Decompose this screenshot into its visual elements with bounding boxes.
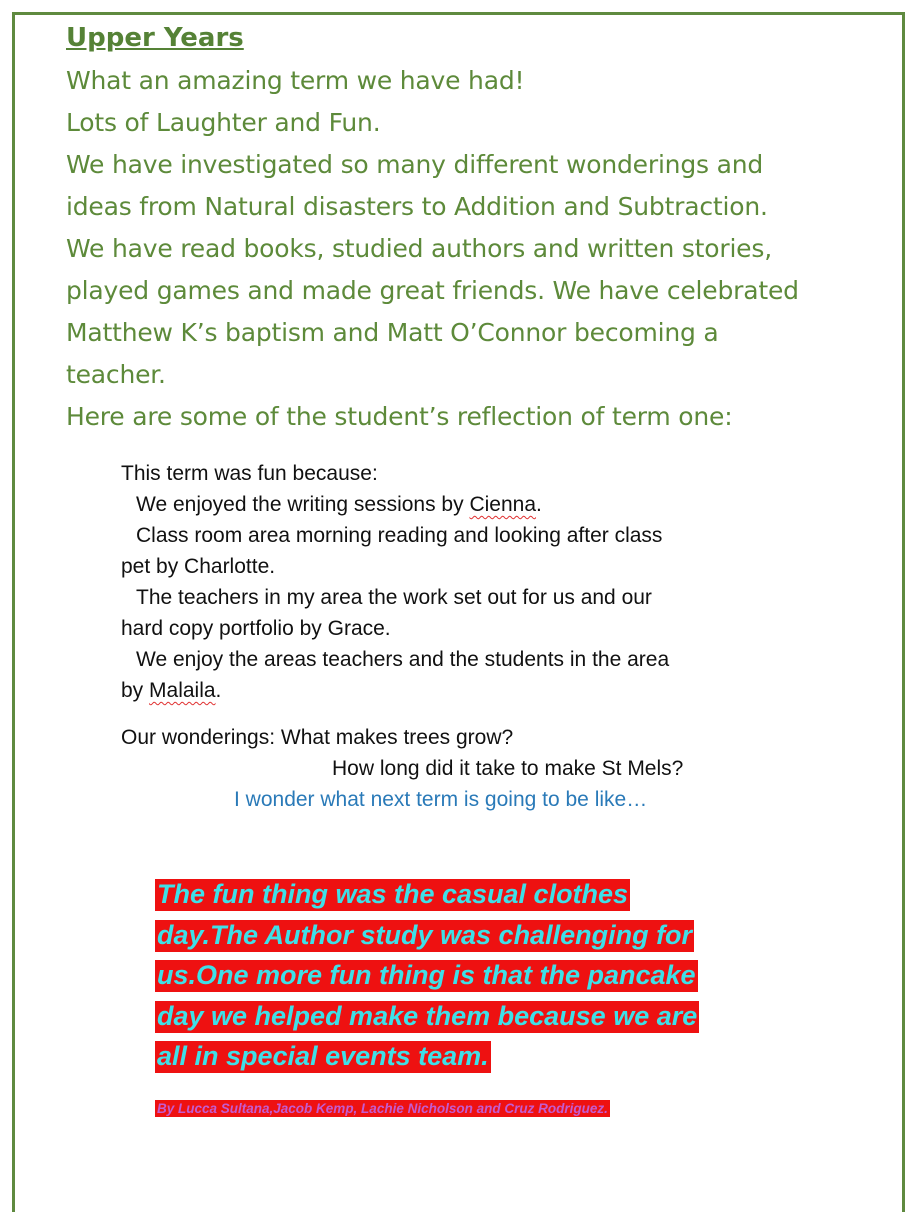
highlight-text: The fun thing was the casual clothes bbox=[157, 879, 629, 909]
student-name: Malaila bbox=[149, 679, 216, 702]
byline-text: By Lucca Sultana,Jacob Kemp, Lachie Nicholson and Cruz Rodriguez. bbox=[157, 1101, 608, 1116]
intro-line: What an amazing term we have had! bbox=[66, 66, 525, 95]
intro-line: teacher. bbox=[66, 360, 166, 389]
highlight-line bbox=[155, 915, 775, 956]
intro-line: Lots of Laughter and Fun. bbox=[66, 108, 381, 137]
closing-line: I wonder what next term is going to be like… bbox=[234, 788, 648, 811]
intro-line: We have investigated so many different wonderings and bbox=[66, 150, 764, 179]
wondering-question: Our wonderings: What makes trees grow? bbox=[121, 726, 514, 749]
student-reflections bbox=[121, 458, 841, 706]
wonderings bbox=[121, 722, 841, 815]
highlight-line bbox=[155, 955, 775, 996]
wondering-question: How long did it take to make St Mels? bbox=[332, 757, 684, 780]
reflection-line bbox=[121, 489, 841, 520]
reflection-text: . bbox=[536, 493, 542, 516]
highlighted-reflection bbox=[155, 874, 775, 1077]
highlight-text: us.One more fun thing is that the pancake bbox=[157, 960, 696, 990]
reflection-text: . bbox=[215, 679, 222, 702]
intro-line: Matthew K’s baptism and Matt O’Connor becoming a bbox=[66, 318, 719, 347]
intro-line: We have read books, studied authors and written stories, bbox=[66, 234, 772, 263]
intro-line: Here are some of the student’s reflection of term one: bbox=[66, 402, 733, 431]
student-name: Cienna bbox=[469, 493, 537, 516]
intro-line: ideas from Natural disasters to Addition and Subtraction. bbox=[66, 192, 768, 221]
intro-line: played games and made great friends. We have celebrated bbox=[66, 276, 799, 305]
reflections-title: This term was fun because: bbox=[121, 462, 378, 485]
highlight-text: all in special events team. bbox=[157, 1041, 489, 1071]
reflection-line: We enjoy the areas teachers and the students in the area bbox=[136, 648, 670, 671]
section-heading: Upper Years bbox=[66, 23, 244, 53]
reflection-line: pet by Charlotte. bbox=[121, 555, 276, 578]
highlight-text: day we helped make them because we are bbox=[157, 1000, 698, 1031]
reflection-line: Class room area morning reading and looking after class bbox=[136, 524, 663, 547]
highlight-text: day.The Author study was challenging for bbox=[157, 919, 693, 950]
reflection-text: by bbox=[121, 679, 150, 702]
reflection-text: We enjoyed the writing sessions by bbox=[136, 493, 470, 516]
authors-byline bbox=[155, 1098, 610, 1120]
intro-paragraph bbox=[66, 60, 896, 438]
reflection-line bbox=[121, 675, 841, 706]
highlight-line bbox=[155, 874, 775, 915]
highlight-line bbox=[155, 996, 775, 1037]
reflection-line: hard copy portfolio by Grace. bbox=[121, 617, 391, 640]
reflection-line: The teachers in my area the work set out for us and our bbox=[136, 586, 652, 609]
highlight-line bbox=[155, 1036, 775, 1077]
